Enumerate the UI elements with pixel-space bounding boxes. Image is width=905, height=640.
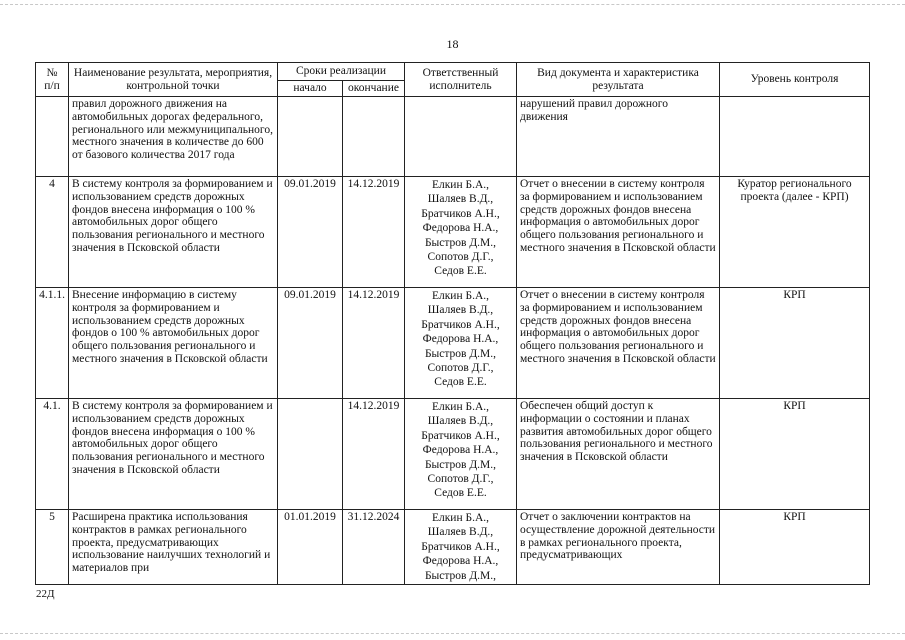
top-scan-edge: [0, 4, 905, 6]
row-doc: Отчет о внесении в систему контроля за формированием и использованием средств дорожных фондов внесена информация о автомобильных дорог общего пользования регионального и местного значения в Псковской области: [517, 288, 720, 399]
row-doc: нарушений правил дорожного движения: [517, 97, 720, 177]
row-num: [36, 97, 69, 177]
row-doc: Отчет о внесении в систему контроля за формированием и использованием средств дорожных фондов внесена информация о автомобильных дорог общего пользования регионального и местного значения в Псковской области: [517, 177, 720, 288]
header-start: начало: [278, 81, 343, 97]
header-end: окончание: [343, 81, 405, 97]
row-name: Внесение информацию в систему контроля за формированием и использованием средств дорожных фондов о 100 % автомобильных дорог общего пользования регионального и местного значения в Псковской области: [69, 288, 278, 399]
row-doc: Обеспечен общий доступ к информации о состоянии и планах развития автомобильных дорог общего пользования регионального и местного значения в Псковской области: [517, 399, 720, 510]
row-end: 14.12.2019: [343, 288, 405, 399]
control-plan-table: [35, 62, 870, 585]
row-num: 4: [36, 177, 69, 288]
row-level: КРП: [720, 288, 870, 399]
row-num: 4.1.: [36, 399, 69, 510]
row-level: Куратор регионального проекта (далее - КРП): [720, 177, 870, 288]
table-row: [36, 97, 870, 177]
header-level: Уровень контроля: [720, 63, 870, 97]
header-name: Наименование результата, мероприятия, контрольной точки: [69, 63, 278, 97]
row-start: 09.01.2019: [278, 288, 343, 399]
row-responsible: Елкин Б.А., Шаляев В.Д., Братчиков А.Н., Федорова Н.А., Быстров Д.М., Сопотов Д.Г., Седов Е.Е.: [405, 399, 517, 510]
header-num: № п/п: [36, 63, 69, 97]
row-level: КРП: [720, 399, 870, 510]
table-row: [36, 288, 870, 399]
row-name: правил дорожного движения на автомобильных дорогах федерального, регионального или межмуниципального, местного значения в количестве до 600 от базового количества 2017 года: [69, 97, 278, 177]
row-start: 01.01.2019: [278, 510, 343, 585]
bottom-scan-edge: [0, 633, 905, 635]
row-name: В систему контроля за формированием и использованием средств дорожных фондов внесена информация о 100 % автомобильных дорог общего пользования регионального и местного значения в Псковской области: [69, 399, 278, 510]
row-level: [720, 97, 870, 177]
row-level: КРП: [720, 510, 870, 585]
table-row: [36, 177, 870, 288]
header-responsible: Ответственный исполнитель: [405, 63, 517, 97]
row-responsible: Елкин Б.А., Шаляев В.Д., Братчиков А.Н., Федорова Н.А., Быстров Д.М.,: [405, 510, 517, 585]
row-num: 5: [36, 510, 69, 585]
page-number: 18: [446, 37, 459, 51]
row-responsible: [405, 97, 517, 177]
row-end: 14.12.2019: [343, 177, 405, 288]
row-responsible: Елкин Б.А., Шаляев В.Д., Братчиков А.Н., Федорова Н.А., Быстров Д.М., Сопотов Д.Г., Седов Е.Е.: [405, 177, 517, 288]
row-end: 14.12.2019: [343, 399, 405, 510]
header-doc: Вид документа и характеристика результата: [517, 63, 720, 97]
row-start: 09.01.2019: [278, 177, 343, 288]
row-num: 4.1.1.: [36, 288, 69, 399]
row-name: В систему контроля за формированием и использованием средств дорожных фондов внесена информация о 100 % автомобильных дорог общего пользования регионального и местного значения в Псковской области: [69, 177, 278, 288]
row-end: [343, 97, 405, 177]
table-row: [36, 399, 870, 510]
header-terms: Сроки реализации: [278, 63, 405, 81]
row-name: Расширена практика использования контрактов в рамках регионального проекта, предусматривающих использование наилучших технологий и материалов при: [69, 510, 278, 585]
row-end: 31.12.2024: [343, 510, 405, 585]
row-start: [278, 399, 343, 510]
table-row: [36, 510, 870, 585]
footer-code: 22Д: [36, 588, 55, 600]
row-start: [278, 97, 343, 177]
row-responsible: Елкин Б.А., Шаляев В.Д., Братчиков А.Н., Федорова Н.А., Быстров Д.М., Сопотов Д.Г., Седов Е.Е.: [405, 288, 517, 399]
row-doc: Отчет о заключении контрактов на осуществление дорожной деятельности в рамках регионального проекта, предусматривающих: [517, 510, 720, 585]
